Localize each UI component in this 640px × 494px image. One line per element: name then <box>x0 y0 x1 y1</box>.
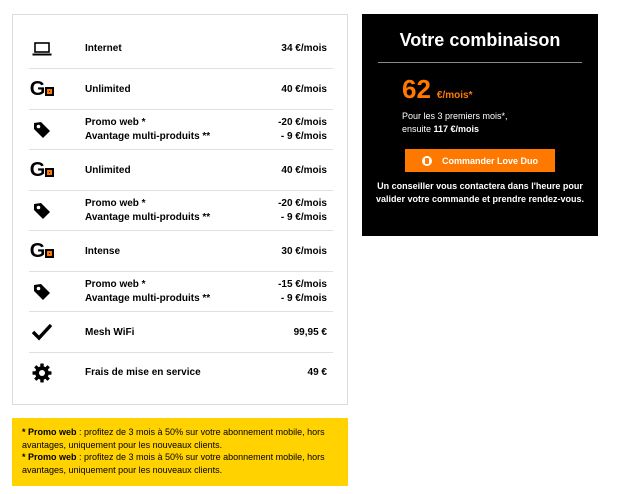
order-love-duo-button[interactable] <box>405 149 555 172</box>
summary-row-promo <box>29 272 333 312</box>
price-note <box>402 110 508 136</box>
item-price-line1: -20 €/mois <box>278 117 327 128</box>
item-price: 30 €/mois <box>281 246 327 257</box>
summary-row-unlimited <box>29 69 333 110</box>
summary-row-promo <box>29 191 333 231</box>
item-price-line1: -15 €/mois <box>278 279 327 290</box>
cart-icon <box>422 156 432 166</box>
order-summary-panel <box>12 14 348 405</box>
item-label-line2: Avantage multi-produits ** <box>85 131 211 142</box>
footnote-bold: * Promo web <box>22 452 77 462</box>
gear-icon <box>29 360 55 386</box>
total-price-unit: €/mois* <box>436 90 473 101</box>
summary-row-promo <box>29 110 333 150</box>
tag-icon <box>29 198 55 224</box>
summary-row-mesh-wifi <box>29 312 333 353</box>
order-button-label: Commander Love Duo <box>441 155 538 166</box>
laptop-icon <box>29 36 55 62</box>
price-note-line1: Pour les 3 premiers mois*, <box>402 111 508 121</box>
item-price: 40 €/mois <box>281 165 327 176</box>
item-price-line2: - 9 €/mois <box>280 212 327 223</box>
item-label: Unlimited <box>85 84 131 95</box>
divider <box>378 62 582 63</box>
total-price <box>402 74 473 105</box>
item-label: Internet <box>85 43 122 54</box>
total-price-value: 62 <box>402 74 431 104</box>
go-icon: G <box>29 76 55 102</box>
footnote-paragraph <box>22 426 338 451</box>
item-price-line2: - 9 €/mois <box>280 131 327 142</box>
go-icon: G <box>29 157 55 183</box>
price-note-prefix: ensuite <box>402 124 434 134</box>
promo-footnote <box>12 418 348 486</box>
price-note-line2 <box>402 123 508 136</box>
summary-row-intense <box>29 231 333 272</box>
combination-title: Votre combinaison <box>399 30 561 50</box>
item-price: 99,95 € <box>293 327 327 338</box>
item-price-line2: - 9 €/mois <box>280 293 327 304</box>
tag-icon <box>29 117 55 143</box>
item-label: Mesh WiFi <box>85 327 135 338</box>
item-label: Intense <box>85 246 121 257</box>
checkmark-icon <box>29 319 55 345</box>
item-label: Frais de mise en service <box>85 367 201 378</box>
go-icon: G <box>29 238 55 264</box>
footnote-bold: * Promo web <box>22 427 77 437</box>
combination-panel <box>362 14 598 236</box>
price-note-after: 117 €/mois <box>433 124 480 134</box>
summary-row-internet <box>29 29 333 69</box>
summary-row-setup-fee <box>29 353 333 393</box>
footnote-text: : profitez de 3 mois à 50% sur votre abonnement mobile, hors avantages, uniquement pour les nouveaux clients. <box>22 452 325 475</box>
item-price: 40 €/mois <box>281 84 327 95</box>
item-label-line1: Promo web * <box>85 279 146 290</box>
summary-row-unlimited <box>29 150 333 191</box>
footnote-paragraph <box>22 451 338 476</box>
item-price: 49 € <box>307 367 327 378</box>
item-label-line1: Promo web * <box>85 198 146 209</box>
item-label-line1: Promo web * <box>85 117 146 128</box>
footnote-text: : profitez de 3 mois à 50% sur votre abonnement mobile, hors avantages, uniquement pour les nouveaux clients. <box>22 427 325 450</box>
item-label-line2: Avantage multi-produits ** <box>85 293 211 304</box>
item-price-line1: -20 €/mois <box>278 198 327 209</box>
item-label-line2: Avantage multi-produits ** <box>85 212 211 223</box>
tag-icon <box>29 279 55 305</box>
item-label: Unlimited <box>85 165 131 176</box>
advisor-info: Un conseiller vous contactera dans l'heure pour valider votre commande et prendre rendez-vous. <box>375 181 585 204</box>
item-price: 34 €/mois <box>281 43 327 54</box>
